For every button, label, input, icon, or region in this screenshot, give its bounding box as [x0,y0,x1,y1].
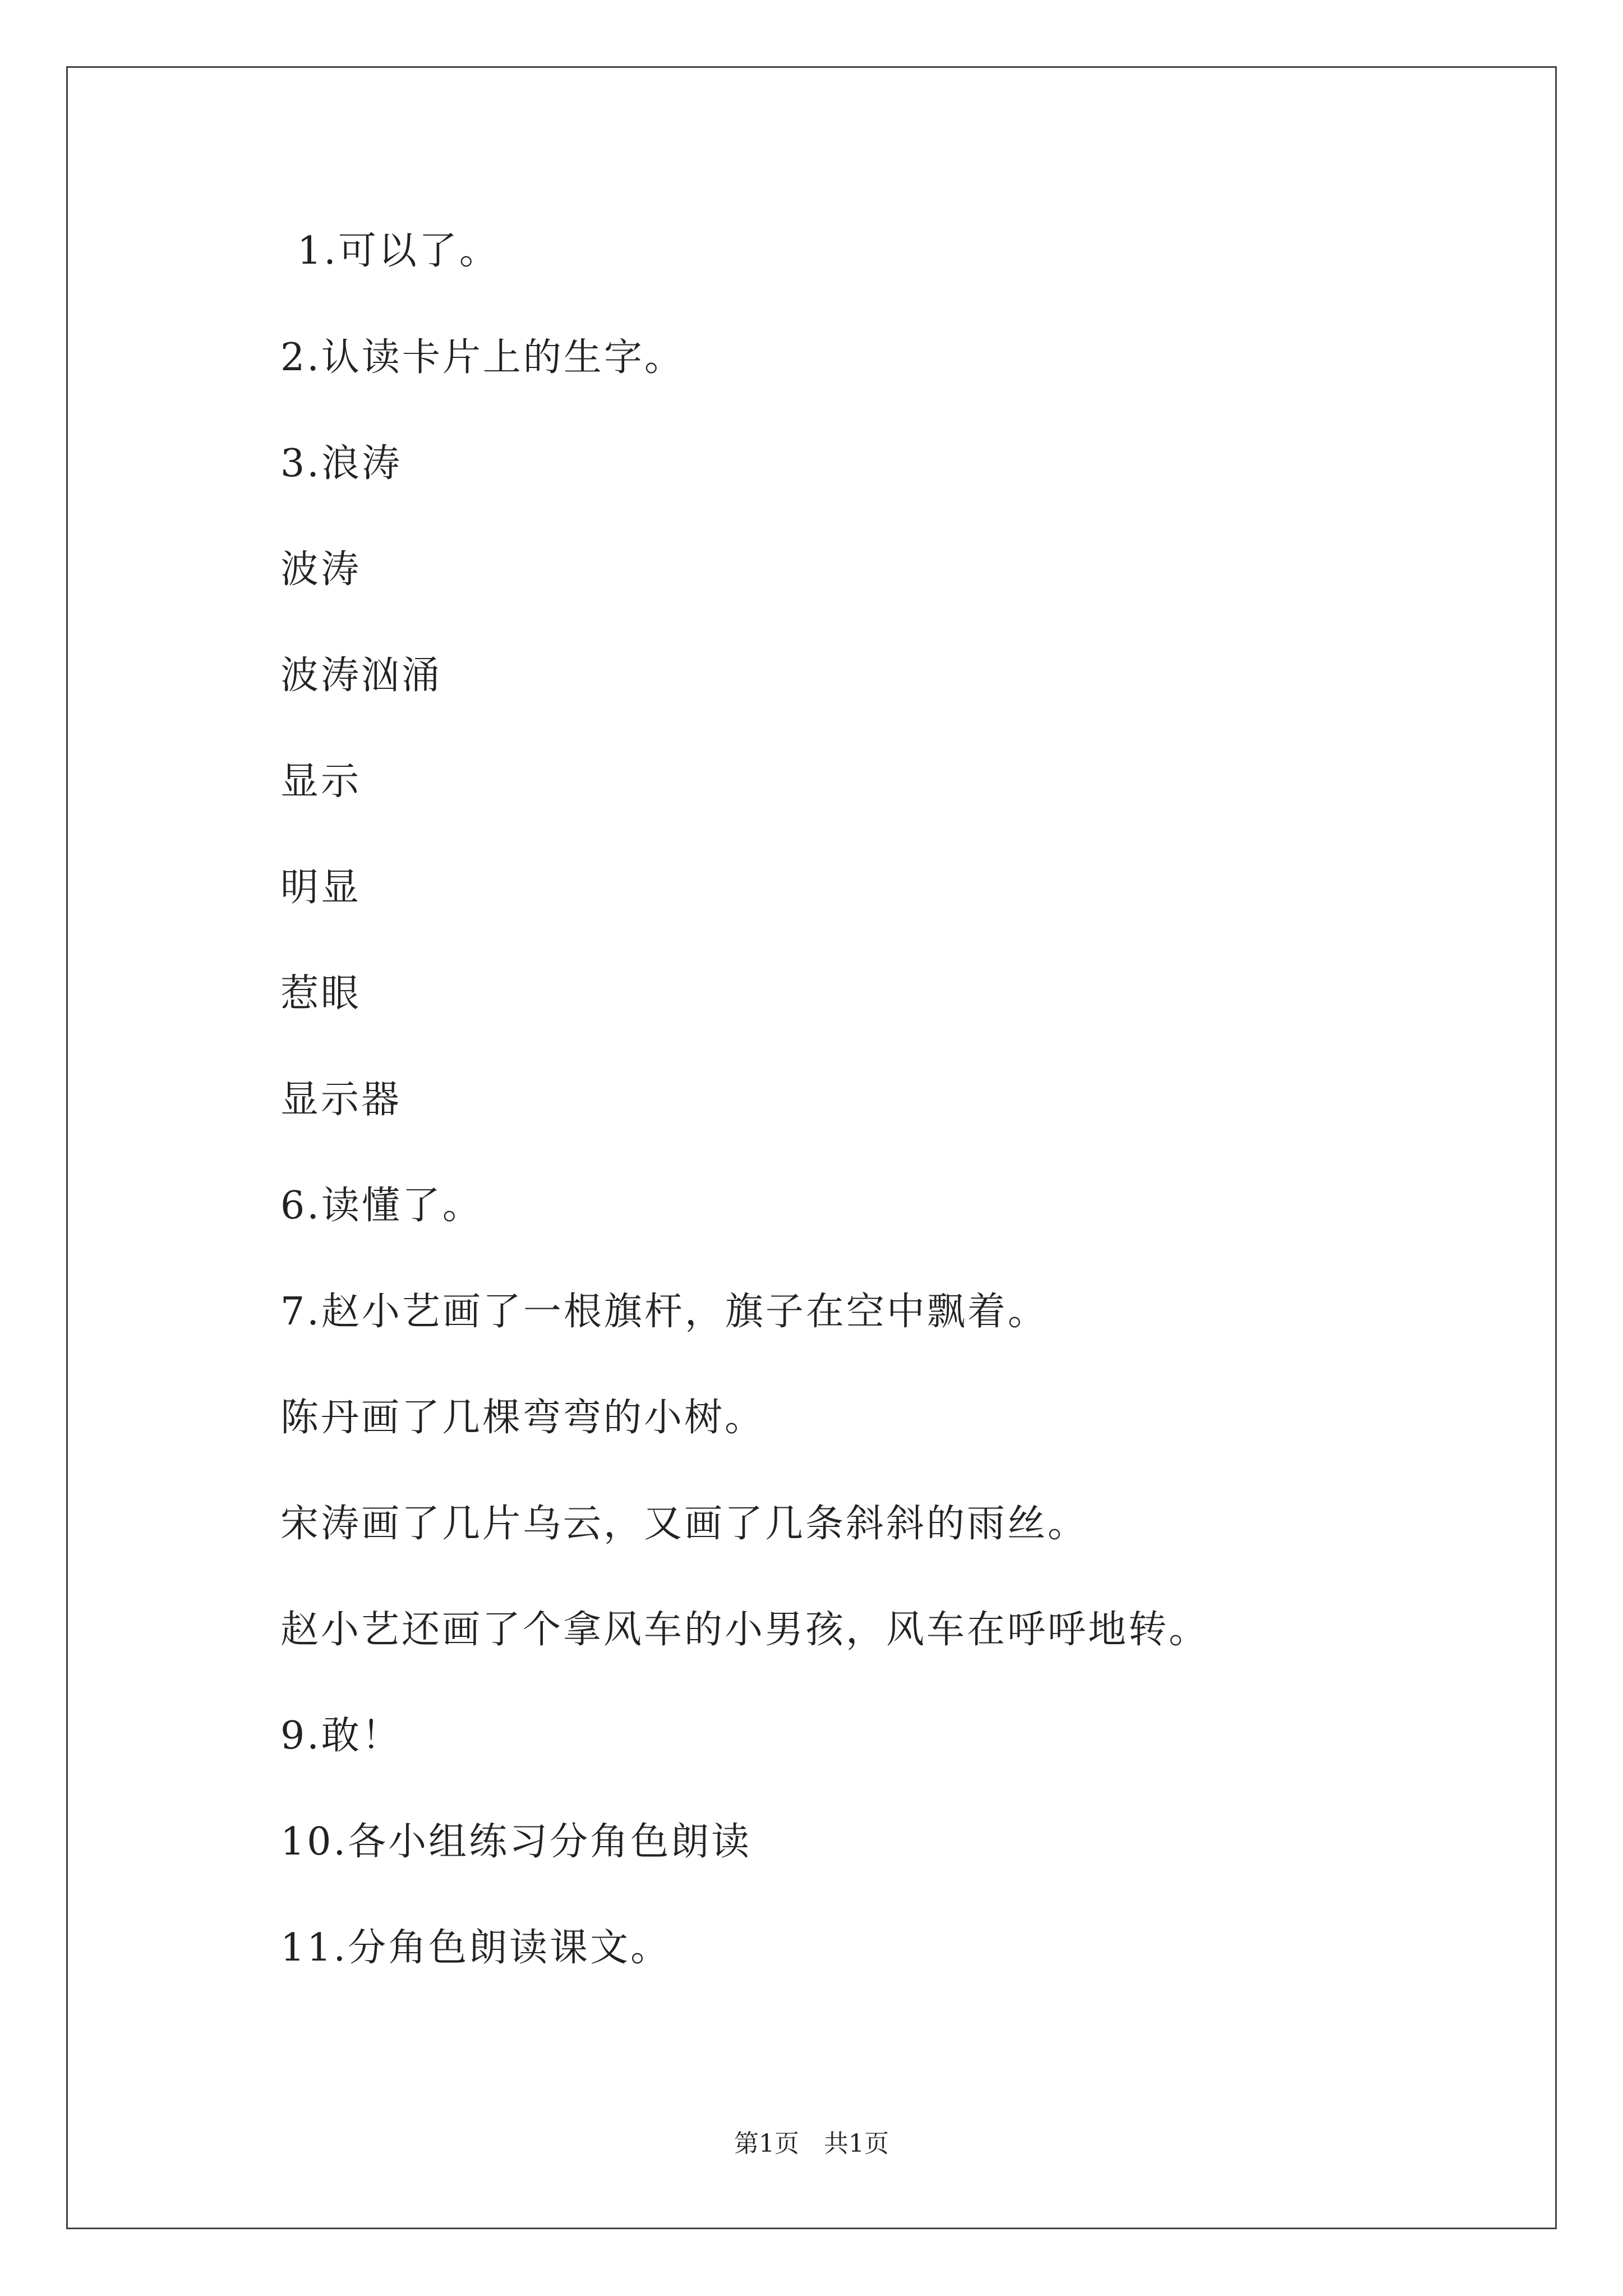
text-line-7: 明显 [280,866,362,910]
page-number-footer: 第1页 共1页 [734,2129,889,2158]
text-line-1: 1.可以了。 [297,229,500,273]
text-line-2: 2.认读卡片上的生字。 [280,335,685,380]
text-line-10: 6.读懂了。 [280,1184,483,1228]
text-line-13: 宋涛画了几片乌云，又画了几条斜斜的雨丝。 [280,1502,1089,1546]
text-line-12: 陈丹画了几棵弯弯的小树。 [280,1396,766,1440]
text-line-16: 10.各小组练习分角色朗读 [280,1820,752,1864]
page-frame [66,66,1557,2229]
text-line-11: 7.赵小艺画了一根旗杆，旗子在空中飘着。 [280,1290,1048,1334]
text-line-14: 赵小艺还画了个拿风车的小男孩，风车在呼呼地转。 [280,1608,1210,1652]
text-line-3: 3.浪涛 [280,441,402,486]
text-line-5: 波涛汹涌 [280,654,442,698]
text-line-15: 9.敢！ [280,1714,402,1758]
text-line-6: 显示 [280,760,362,804]
text-line-9: 显示器 [280,1078,402,1122]
text-line-4: 波涛 [280,547,362,592]
text-line-17: 11.分角色朗读课文。 [280,1926,671,1970]
text-line-8: 惹眼 [280,972,362,1016]
